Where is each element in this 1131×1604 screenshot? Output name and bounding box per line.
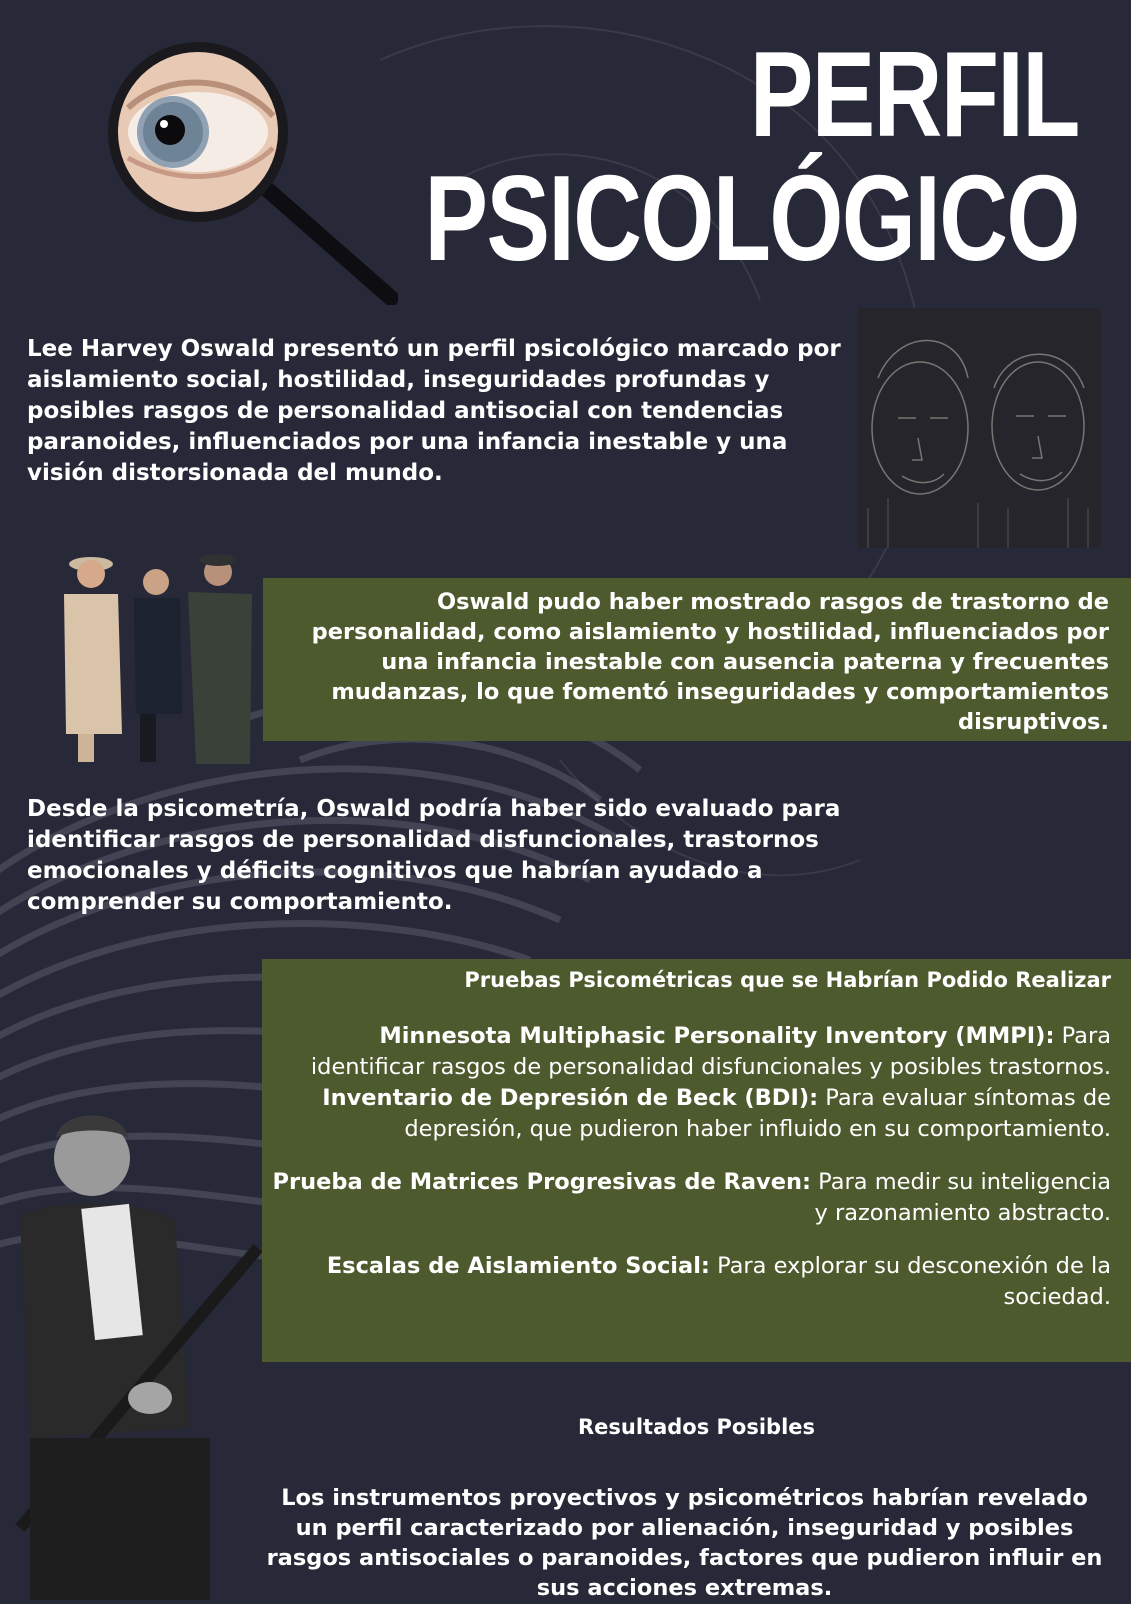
page-title <box>424 26 1079 286</box>
title-line-1: PERFIL <box>749 26 1079 162</box>
oswald-rifle-photo-image <box>0 1098 262 1600</box>
portraits-sketch-image <box>858 308 1101 548</box>
test-desc: Para medir su inteligencia y razonamiento abstracto. <box>811 1169 1111 1226</box>
test-desc: Para evaluar síntomas de depresión, que pudieron haber influido en su comportamiento. <box>404 1085 1111 1142</box>
test-name: Minnesota Multiphasic Personality Inventory (MMPI): <box>379 1023 1055 1049</box>
test-name: Prueba de Matrices Progresivas de Raven: <box>272 1169 811 1195</box>
tests-heading: Pruebas Psicométricas que se Habrían Podido Realizar <box>464 968 1111 992</box>
arrest-photo-image <box>56 534 256 764</box>
test-raven <box>272 1167 1111 1229</box>
test-desc: Para explorar su desconexión de la sociedad. <box>709 1253 1111 1310</box>
trastorno-box <box>263 578 1131 741</box>
psicometria-paragraph: Desde la psicometría, Oswald podría haber sido evaluado para identificar rasgos de personalidad disfuncionales, trastornos emocionales y déficits cognitivos que habrían ayudado a comprender su comportamiento. <box>27 796 841 915</box>
results-text: Los instrumentos proyectivos y psicométricos habrían revelado un perfil caracterizado por alienación, inseguridad y posibles rasgos antisociales o paranoides, factores que pudieron influir en sus acciones extremas. <box>266 1485 1103 1601</box>
test-desc: Para identificar rasgos de personalidad disfuncionales y posibles trastornos. <box>310 1023 1111 1080</box>
trastorno-text: Oswald pudo haber mostrado rasgos de trastorno de personalidad, como aislamiento y hostilidad, influenciados por una infancia inestable con ausencia paterna y frecuentes mudanzas, lo que fomentó inseguridades y comportamientos disruptivos. <box>311 589 1109 735</box>
test-name: Escalas de Aislamiento Social: <box>326 1253 710 1279</box>
title-line-2: PSICOLÓGICO <box>424 150 1079 286</box>
tests-box <box>262 959 1131 1362</box>
magnifying-glass-eye-icon <box>108 40 398 305</box>
results-title: Resultados Posibles <box>577 1415 816 1439</box>
test-name: Inventario de Depresión de Beck (BDI): <box>322 1085 819 1111</box>
test-social <box>272 1251 1111 1313</box>
intro-paragraph: Lee Harvey Oswald presentó un perfil psicológico marcado por aislamiento social, hostilidad, inseguridades profundas y posibles rasgos de personalidad antisocial con tendencias paranoides, influenciados por una infancia inestable y una visión distorsionada del mundo. <box>27 336 841 486</box>
test-mmpi <box>272 1021 1111 1083</box>
test-bdi <box>272 1083 1111 1145</box>
